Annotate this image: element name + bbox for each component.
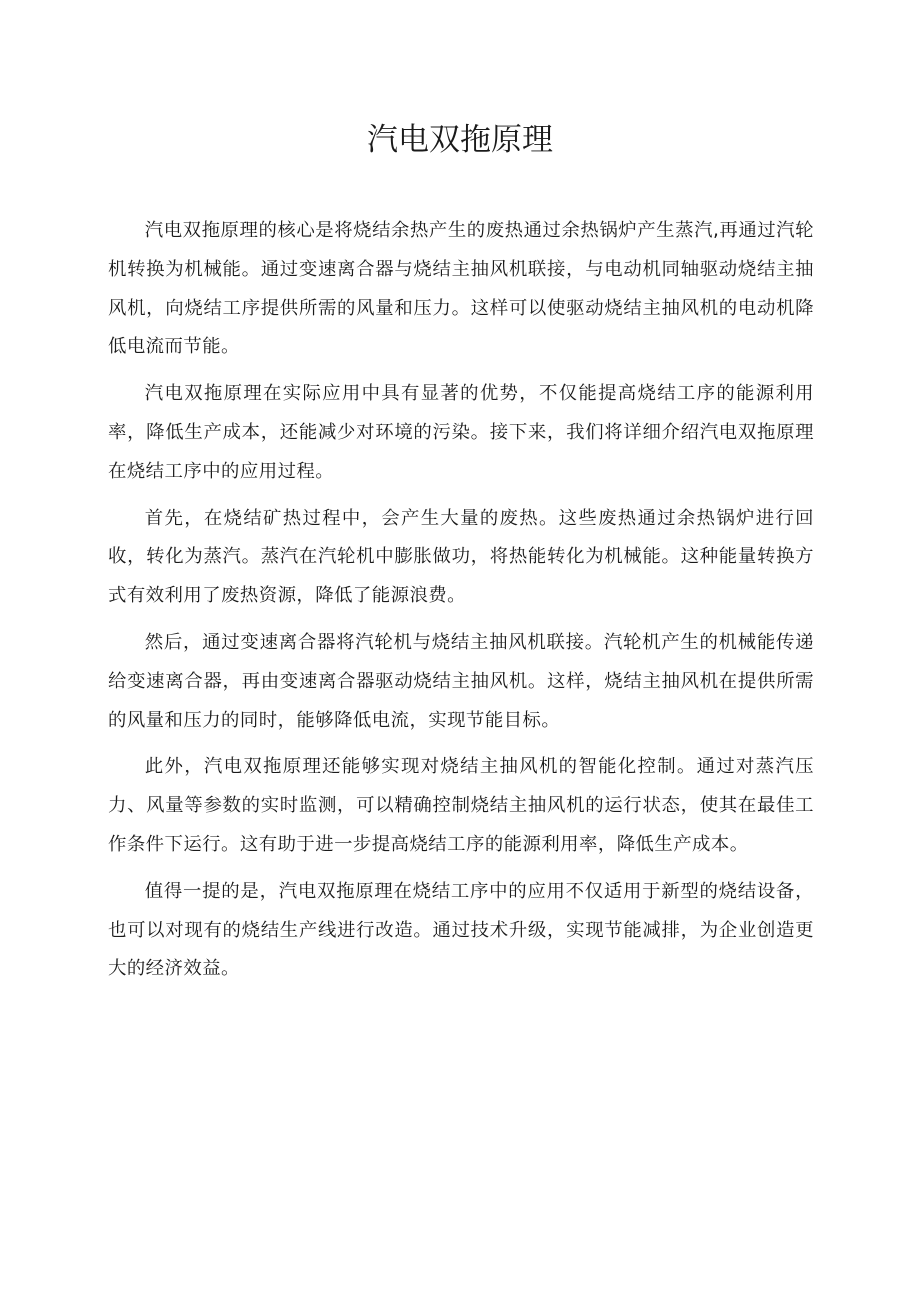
paragraph-6: 值得一提的是，汽电双拖原理在烧结工序中的应用不仅适用于新型的烧结设备，也可以对现有的烧结生产线进行改造。通过技术升级，实现节能减排，为企业创造更大的经济效益。 <box>108 880 814 980</box>
document-title: 汽电双拖原理 <box>367 122 553 158</box>
paragraph-4: 然后，通过变速离合器将汽轮机与烧结主抽风机联接。汽轮机产生的机械能传递给变速离合器，再由变速离合器驱动烧结主抽风机。这样，烧结主抽风机在提供所需的风量和压力的同时，能够降低电流，实现节能目标。 <box>108 631 814 731</box>
document-body <box>108 212 814 997</box>
paragraph-3: 首先，在烧结矿热过程中，会产生大量的废热。这些废热通过余热锅炉进行回收，转化为蒸汽。蒸汽在汽轮机中膨胀做功，将热能转化为机械能。这种能量转换方式有效利用了废热资源，降低了能源浪费。 <box>108 507 814 607</box>
paragraph-1: 汽电双拖原理的核心是将烧结余热产生的废热通过余热锅炉产生蒸汽,再通过汽轮机转换为机械能。通过变速离合器与烧结主抽风机联接，与电动机同轴驱动烧结主抽风机，向烧结工序提供所需的风量和压力。这样可以使驱动烧结主抽风机的电动机降低电流而节能。 <box>108 220 814 358</box>
paragraph-2: 汽电双拖原理在实际应用中具有显著的优势，不仅能提高烧结工序的能源利用率，降低生产成本，还能减少对环境的污染。接下来，我们将详细介绍汽电双拖原理在烧结工序中的应用过程。 <box>108 383 814 482</box>
paragraph-5: 此外，汽电双拖原理还能够实现对烧结主抽风机的智能化控制。通过对蒸汽压力、风量等参数的实时监测，可以精确控制烧结主抽风机的运行状态，使其在最佳工作条件下运行。这有助于进一步提高烧结工序的能源利用率，降低生产成本。 <box>108 756 814 855</box>
